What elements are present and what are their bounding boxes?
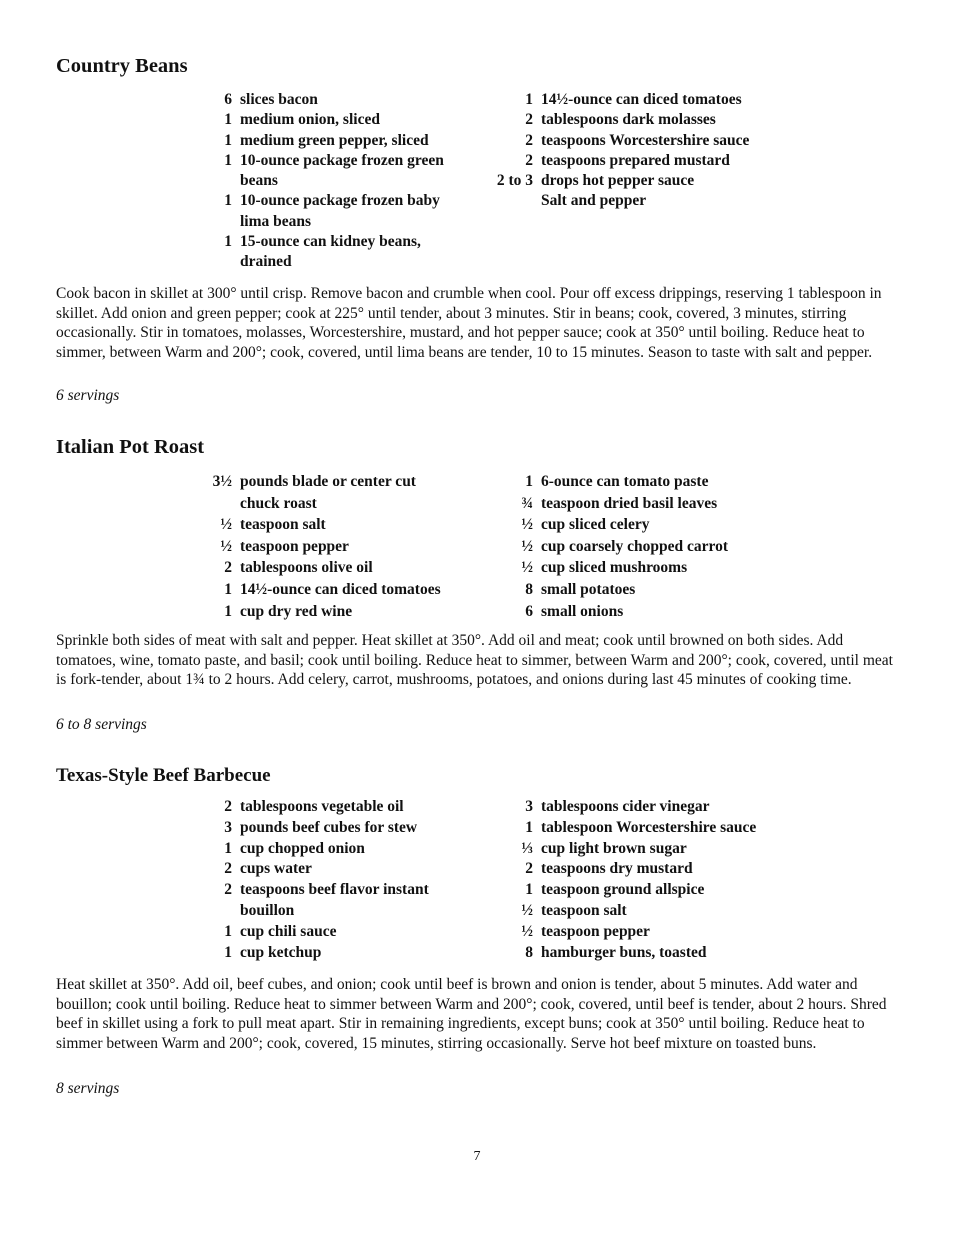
ingredient-row: ½ teaspoon salt — [220, 516, 326, 534]
ingredient-row: 3 tablespoons cider vinegar — [525, 798, 710, 815]
ingredient-row: 1 medium green pepper, sliced — [224, 131, 429, 149]
ingredient-row: 3½ pounds blade or center cut chuck roast — [212, 473, 416, 512]
ingredients-right — [486, 797, 816, 963]
ingredients-left — [198, 797, 458, 963]
ingredient-row: 2 tablespoons vegetable oil — [224, 798, 404, 815]
ingredient-row: 2 tablespoons olive oil — [224, 559, 373, 577]
ingredient-row: Salt and pepper — [541, 192, 647, 210]
ingredient-row: ½ teaspoon pepper — [220, 537, 349, 555]
ingredient-row: ½ cup sliced mushrooms — [521, 559, 688, 577]
ingredient-row: 1 cup dry red wine — [224, 602, 353, 620]
ingredient-row: ¾ teaspoon dried basil leaves — [521, 494, 718, 512]
recipe-instructions: Sprinkle both sides of meat with salt and pepper. Heat skillet at 350°. Add oil and meat; cook until browned on both sides. Add tomatoes, wine, tomato paste, and basil; cook until boiling. Reduce heat to simmer, between Warm and 200°; cook, covered, until meat is fork-tender, about 1¾ to 2 hours. Add celery, carrot, mushrooms, potatoes, and onions during last 45 minutes of cooking time. — [56, 632, 893, 689]
ingredient-row: ½ cup coarsely chopped carrot — [521, 537, 728, 555]
ingredient-row: 2 cups water — [224, 860, 312, 878]
ingredient-row: 1 14½-ounce can diced tomatoes — [224, 580, 441, 598]
ingredient-row: 2 teaspoons prepared mustard — [525, 151, 730, 169]
ingredient-row: 1 teaspoon ground allspice — [525, 881, 705, 899]
ingredient-row: ½ cup sliced celery — [521, 516, 650, 534]
ingredient-row: 1 14½-ounce can diced tomatoes — [525, 91, 742, 108]
recipe-yield: 6 servings — [56, 387, 120, 404]
recipe-title: Italian Pot Roast — [56, 436, 205, 458]
ingredient-row: 1 tablespoon Worcestershire sauce — [525, 818, 757, 836]
ingredients-right — [486, 90, 816, 212]
ingredient-row: ½ teaspoon salt — [521, 901, 627, 919]
ingredient-row: 1 10-ounce package frozen green beans — [224, 151, 444, 190]
ingredient-row: 1 cup chopped onion — [224, 839, 365, 857]
ingredient-row: 1 medium onion, sliced — [224, 111, 380, 129]
recipe-instructions: Cook bacon in skillet at 300° until crisp. Remove bacon and crumble when cool. Pour off excess drippings, reserving 1 tablespoon in skillet. Add onion and green pepper; cook at 225° until tender, about 3 minutes. Stir in beans; cook, covered, 3 minutes, stirring occasionally. Stir in tomatoes, molasses, Worcestershire, mustard, and hot pepper sauce; cook at 350° until boiling. Reduce heat to simmer, between Warm and 200°; cook, covered, until lima beans are tender, 10 to 15 minutes. Season to taste with salt and pepper. — [56, 285, 882, 361]
ingredient-row: 2 tablespoons dark molasses — [525, 111, 716, 129]
recipe-texas-style-beef-barbecue — [56, 764, 898, 1109]
ingredient-row: 8 small potatoes — [525, 580, 636, 598]
recipe-title: Texas-Style Beef Barbecue — [56, 765, 271, 786]
recipe-yield: 8 servings — [56, 1080, 120, 1097]
ingredients-left — [198, 471, 458, 622]
recipe-instructions: Heat skillet at 350°. Add oil, beef cubes, and onion; cook until beef is brown and onion is tender, about 5 minutes. Add water and bouillon; cook until boiling. Reduce heat to simmer between Warm and 200°; cook, covered, until beef is tender, about 2 hours. Shred beef in skillet using a fork to pull meat apart. Stir in remaining ingredients, except buns; cook at 350° until boiling. Reduce heat to simmer between Warm and 200°; cook, covered, 15 minutes, stirring occasionally. Serve hot beef mixture on toasted buns. — [56, 976, 887, 1052]
ingredient-row: 6 small onions — [525, 602, 624, 620]
ingredient-row: 8 hamburger buns, toasted — [525, 943, 707, 961]
ingredient-row: ½ teaspoon pepper — [521, 922, 650, 940]
ingredient-row: 2 teaspoons dry mustard — [525, 860, 693, 878]
recipe-italian-pot-roast — [56, 435, 898, 745]
ingredient-row: 1 15-ounce can kidney beans, drained — [224, 233, 421, 271]
ingredient-row: 1 cup chili sauce — [224, 922, 337, 940]
ingredient-row: 1 6-ounce can tomato paste — [525, 473, 709, 490]
ingredients-left — [198, 90, 458, 273]
recipe-yield: 6 to 8 servings — [56, 716, 147, 733]
ingredient-row: 1 10-ounce package frozen baby lima beans — [224, 192, 440, 230]
recipe-country-beans — [56, 54, 898, 414]
ingredient-row: 1 cup ketchup — [224, 943, 322, 961]
recipe-title: Country Beans — [56, 55, 188, 77]
ingredient-row: ⅓ cup light brown sugar — [521, 839, 687, 857]
ingredient-row: 2 teaspoons Worcestershire sauce — [525, 131, 750, 149]
ingredient-row: 2 to 3 drops hot pepper sauce — [496, 172, 695, 190]
ingredients-right — [486, 471, 816, 622]
page-number: 7 — [473, 1149, 481, 1164]
ingredient-row: 3 pounds beef cubes for stew — [224, 818, 418, 836]
ingredient-row: 6 slices bacon — [224, 91, 318, 108]
ingredient-row: 2 teaspoons beef flavor instant bouillon — [224, 881, 429, 919]
